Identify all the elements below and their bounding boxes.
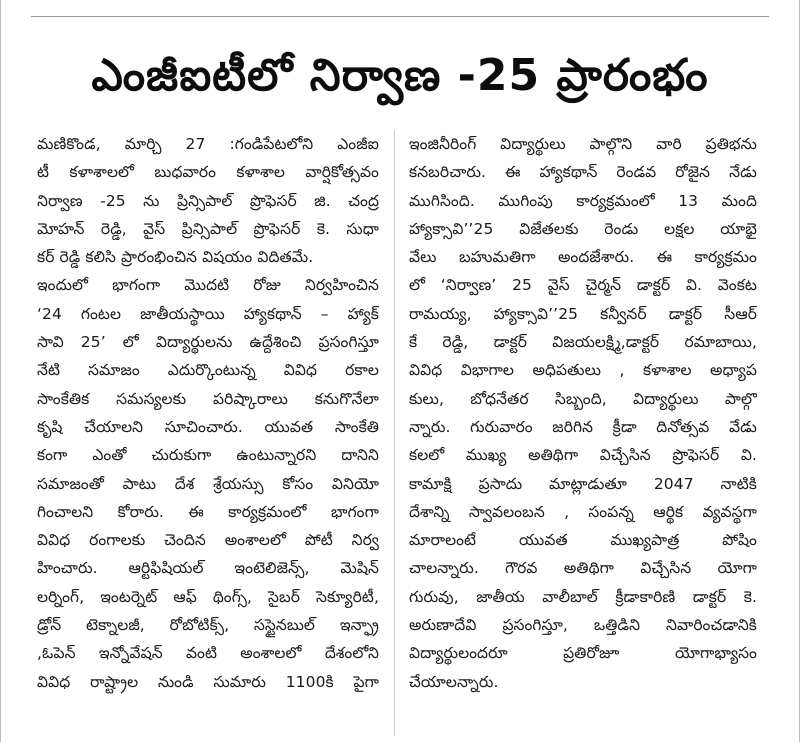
text-line: కృషి చేయాలని సూచించారు. యువత సాంకేతి: [37, 417, 379, 436]
text-line: దేశాన్ని స్వావలంబన , సంపన్న ఆర్థిక వ్యవస్థగా: [409, 502, 757, 521]
text-line: వివిధ విభాగాల అధిపతులు , కళాశాల అధ్యాప: [409, 361, 757, 380]
text-line: మణికొండ, మార్చి 27 :గండిపేటలోని ఎంజీఐ: [37, 135, 379, 153]
headline: ఎంజీఐటీలో నిర్వాణ -25 ప్రారంభం: [91, 50, 709, 101]
text-line: ఇందులో భాగంగా మొదటి రోజు నిర్వహించిన: [37, 276, 379, 295]
text-line: టీ కళాశాలలో బుధవారం కళాశాల వార్షికోత్సవం: [37, 163, 379, 182]
column-divider: [394, 130, 395, 736]
top-rule: [31, 16, 769, 17]
text-line: కులు, బోధనేతర సిబ్బంది, విద్యార్థులు పాల్గొ: [409, 389, 757, 408]
text-line: మోహన్ రెడ్డి, వైస్ ప్రిన్సిపాల్ ప్రొఫెసర్ కె. సుధా: [37, 219, 379, 238]
text-line: కంగా ఎంతో చురుకుగా ఉంటున్నారని దానిని: [37, 446, 379, 465]
text-line: లర్నింగ్, ఇంటర్నెట్ ఆఫ్ థింగ్స్, సైబర్ సెక్యూరిటీ,: [37, 587, 379, 606]
text-line: ఇంజినీరింగ్ విద్యార్థులు పాల్గొని వారి ప్రతిభను: [409, 135, 757, 153]
text-line: వివిధ రాష్ట్రాల నుండి సుమారు 1100కి పైగా: [37, 672, 379, 691]
text-line: కలలో ముఖ్య అతిథిగా విచ్చేసిన ప్రొఫెసర్ వి.: [409, 446, 757, 465]
text-line: ,ఓపెన్ ఇన్నోవేషన్ వంటి అంశాలలో దేశంలోని: [37, 644, 379, 663]
text-line: నిర్వాణ -25 ను ప్రిన్సిపాల్ ప్రొఫెసర్ జి. చంద్ర: [37, 191, 379, 210]
text-line: వివిధ రంగాలకు చెందిన అంశాలలో పోటీ నిర్వ: [37, 531, 379, 550]
text-line: మారాలంటే యువత ముఖ్యపాత్ర పోషిం: [409, 531, 757, 550]
text-line: లో ‘నిర్వాణ’ 25 వైస్ చైర్మన్ డాక్టర్ వి. వెంకట: [409, 276, 757, 295]
text-line: చేయాలన్నారు.: [409, 672, 499, 691]
text-line: అరుణాదేవి ప్రసంగిస్తూ, ఒత్తిడిని నివారించడానికి: [409, 616, 757, 635]
text-line: వేలు బహుమతిగా అందజేశారు. ఈ కార్యక్రమం: [409, 248, 757, 267]
text-line: కర్ రెడ్డి కలిసి ప్రారంభించిన విషయం విదితమే.: [37, 248, 314, 267]
text-line: ‘24 గంటల జాతీయస్థాయి హ్యాకథాన్ – హ్యాక్: [37, 304, 379, 323]
text-line: కామాక్షి ప్రసాదు మాట్లాడుతూ 2047 నాటికి: [409, 474, 757, 493]
text-line: ముగిసింది. ముగింపు కార్యక్రమంలో 13 మంది: [409, 191, 757, 210]
text-line: రామయ్య, హ్యాక్సావి’’25 కన్వీనర్ డాక్టర్ సీఆర్: [409, 304, 757, 323]
text-line: హించారు. ఆర్టిఫిషియల్ ఇంటెలిజెన్స్, మెషిన్: [37, 559, 379, 578]
text-line: విద్యార్థులందరూ ప్రతిరోజూ యోగాభ్యాసం: [409, 644, 757, 663]
left-column: [37, 130, 379, 696]
text-line: న్నారు. గురువారం జరిగిన క్రీడా దినోత్సవ వేడు: [409, 417, 757, 436]
text-line: గురువు, జాతీయ వాలీబాల్ క్రీడాకారిణి డాక్టర్ కె.: [409, 587, 757, 606]
article-body: [37, 130, 777, 736]
text-line: సావి 25’ లో విద్యార్థులను ఉద్దేశించి ప్రసంగిస్తూ: [37, 333, 379, 352]
text-line: డ్రోన్ టెక్నాలజీ, రోబోటిక్స్, సస్టైనబుల్ ఇన్ఫ్రా: [37, 616, 379, 635]
text-line: సాంకేతిక సమస్యలకు పరిష్కారాలు కనుగొనేలా: [37, 389, 379, 408]
text-line: చాలన్నారు. గౌరవ అతిథిగా విచ్చేసిన యోగా: [409, 559, 757, 578]
text-line: నేటి సమాజం ఎదుర్కొంటున్న వివిధ రకాల: [37, 361, 379, 380]
text-line: సమాజంతో పాటు దేశ శ్రేయస్సు కోసం వినియో: [37, 474, 379, 493]
text-line: గించాలని కోరారు. ఈ కార్యక్రమంలో భాగంగా: [37, 502, 379, 521]
text-line: కే రెడ్డి, డాక్టర్ విజయలక్ష్మి,డాక్టర్ రమాబాయి,: [409, 333, 757, 352]
text-line: హ్యాక్సావి’’25 విజేతలకు రెండు లక్షల యాభై: [409, 219, 757, 238]
right-column: [409, 130, 757, 696]
text-line: కనబరిచారు. ఈ హ్యాకథాన్ రెండవ రోజైన నేడు: [409, 163, 757, 182]
